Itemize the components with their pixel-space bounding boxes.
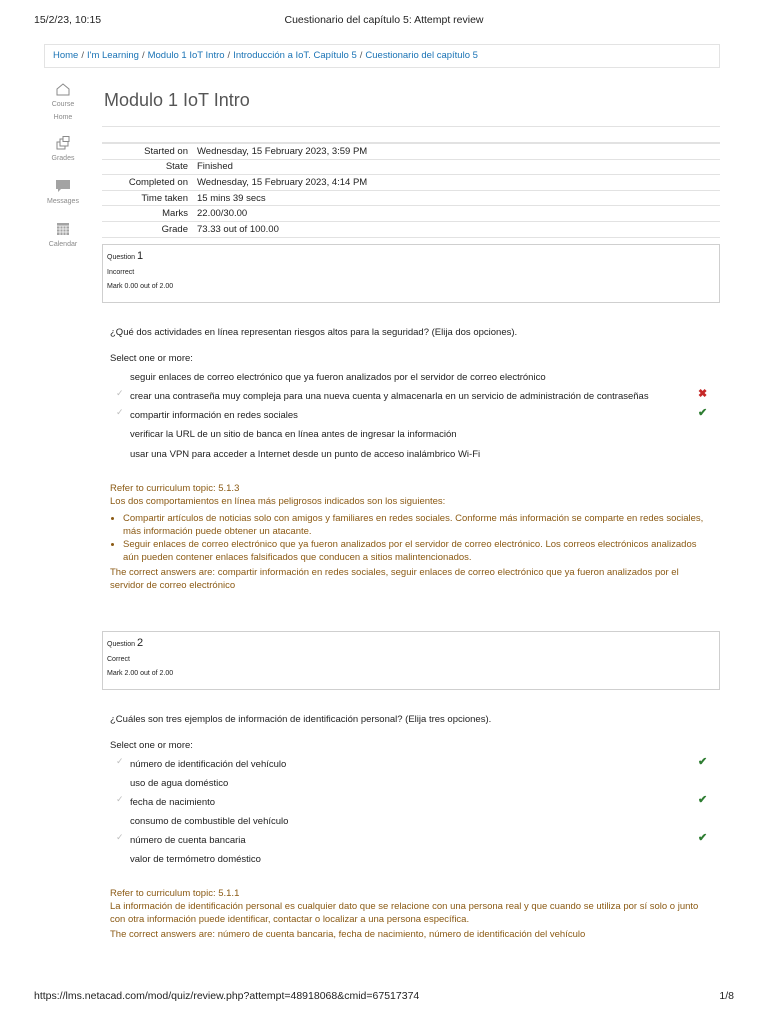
- check-icon: ✓: [116, 756, 124, 766]
- q1-option-4[interactable]: verificar la URL de un sitio de banca en línea antes de ingresar la información: [130, 429, 457, 440]
- grades-icon: [55, 136, 71, 150]
- question-mark: Mark 0.00 out of 2.00: [107, 283, 174, 290]
- sidebar-item-label: Course Home: [51, 101, 75, 121]
- question-2-text: ¿Cuáles son tres ejemplos de información de identificación personal? (Elija tres opciones).: [110, 714, 492, 725]
- q2-option-2[interactable]: uso de agua doméstico: [130, 778, 229, 789]
- feedback-bullet: • Seguir enlaces de correo electrónico que ya fueron analizados por el servidor de correo electrónico. Los correos electrónicos analizados aún pueden contener enlaces falsificados que conducen a sitios malintencionados.: [123, 538, 714, 564]
- breadcrumb-im-learning[interactable]: I'm Learning: [86, 50, 139, 61]
- feedback-topic: Refer to curriculum topic: 5.1.3: [110, 483, 240, 494]
- question-1-info: [102, 244, 720, 303]
- breadcrumb-quiz[interactable]: Cuestionario del capítulo 5: [365, 50, 478, 61]
- feedback-bullet: • Compartir artículos de noticias solo con amigos y familiares en redes sociales. Conforme más información se comparte en redes sociales, más información puede obtener un atacante.: [123, 512, 714, 538]
- sidebar-item-messages[interactable]: [44, 179, 82, 208]
- summary-row-marks: Marks 22.00/30.00: [102, 206, 720, 222]
- question-2-prompt: Select one or more:: [110, 740, 193, 751]
- question-2-info: [102, 631, 720, 690]
- correct-answer-text: The correct answers are: número de cuenta bancaria, fecha de nacimiento, número de identificación del vehículo: [110, 929, 586, 940]
- correct-icon: ✔: [698, 756, 708, 768]
- summary-row-time-taken: Time taken 15 mins 39 secs: [102, 190, 720, 206]
- q2-option-6[interactable]: valor de termómetro doméstico: [130, 854, 261, 865]
- breadcrumb: Home / I'm Learning / Modulo 1 IoT Intro / Introducción a IoT. Capítulo 5 / Cuestionario del capítulo 5: [44, 44, 720, 68]
- summary-row-state: State Finished: [102, 159, 720, 175]
- question-2-feedback: [110, 887, 714, 941]
- breadcrumb-chapter[interactable]: Introducción a IoT. Capítulo 5: [233, 50, 357, 61]
- question-number: Question 2: [107, 637, 144, 649]
- feedback-list: [110, 512, 714, 564]
- correct-answer-text: The correct answers are: compartir información en redes sociales, seguir enlaces de correo electrónico que ya fueron analizados por el servidor de correo electrónico: [110, 567, 679, 591]
- home-icon: [55, 82, 71, 96]
- check-icon: ✓: [116, 388, 124, 398]
- breadcrumb-course[interactable]: Modulo 1 IoT Intro: [147, 50, 225, 61]
- print-header: [34, 14, 734, 28]
- sidebar-item-calendar[interactable]: [44, 222, 82, 251]
- q1-option-1[interactable]: seguir enlaces de correo electrónico que ya fueron analizados por el servidor de correo electrónico: [130, 372, 546, 383]
- incorrect-icon: ✖: [698, 388, 708, 400]
- title-divider: [102, 126, 720, 127]
- main-content: [102, 86, 720, 238]
- page-title: Modulo 1 IoT Intro: [104, 90, 250, 110]
- feedback-topic: Refer to curriculum topic: 5.1.1: [110, 888, 240, 899]
- question-number: Question 1: [107, 250, 144, 262]
- summary-row-completed: Completed on Wednesday, 15 February 2023, 4:14 PM: [102, 175, 720, 191]
- question-state: Correct: [107, 656, 130, 663]
- question-1-prompt: Select one or more:: [110, 353, 193, 364]
- sidebar-item-course-home[interactable]: [44, 82, 82, 124]
- summary-row-grade: Grade 73.33 out of 100.00: [102, 221, 720, 237]
- check-icon: ✓: [116, 832, 124, 842]
- feedback-intro: Los dos comportamientos en línea más peligrosos indicados son los siguientes:: [110, 496, 446, 507]
- question-1-feedback: [110, 482, 714, 592]
- correct-icon: ✔: [698, 832, 708, 844]
- q2-option-3[interactable]: ✓ fecha de nacimiento ✔: [116, 794, 708, 808]
- q2-option-5[interactable]: ✓ número de cuenta bancaria ✔: [116, 832, 708, 846]
- q1-option-5[interactable]: usar una VPN para acceder a Internet desde un punto de acceso inalámbrico Wi-Fi: [130, 449, 481, 460]
- q1-option-3[interactable]: ✓ compartir información en redes sociales ✔: [116, 407, 708, 421]
- feedback-intro: La información de identificación personal es cualquier dato que se relacione con una persona real y que cuando se utiliza por sí solo o junto con otra información puede identificar, contactar o localizar a una persona específica.: [110, 901, 699, 925]
- attempt-summary-table: [102, 143, 720, 238]
- sidebar-nav: [44, 82, 82, 265]
- breadcrumb-home[interactable]: Home: [53, 50, 79, 61]
- sidebar-item-label: Calendar: [48, 241, 78, 248]
- summary-row-started: Started on Wednesday, 15 February 2023, 3:59 PM: [102, 144, 720, 160]
- question-1-text: ¿Qué dos actividades en línea representan riesgos altos para la seguridad? (Elija dos opciones).: [110, 327, 518, 338]
- q2-option-4[interactable]: consumo de combustible del vehículo: [130, 816, 289, 827]
- sidebar-item-label: Grades: [51, 155, 75, 162]
- print-page-number: 1/8: [719, 990, 734, 1002]
- print-title: Cuestionario del capítulo 5: Attempt review: [284, 14, 484, 26]
- sidebar-item-label: Messages: [47, 198, 79, 205]
- messages-icon: [55, 179, 71, 193]
- print-url: https://lms.netacad.com/mod/quiz/review.php?attempt=48918068&cmid=67517374: [34, 990, 420, 1002]
- check-icon: ✓: [116, 794, 124, 804]
- q2-option-1[interactable]: ✓ número de identificación del vehículo ✔: [116, 756, 708, 770]
- print-datetime: 15/2/23, 10:15: [34, 14, 102, 26]
- sidebar-item-grades[interactable]: [44, 136, 82, 165]
- check-icon: ✓: [116, 407, 124, 417]
- correct-icon: ✔: [698, 407, 708, 419]
- question-mark: Mark 2.00 out of 2.00: [107, 670, 174, 677]
- calendar-icon: [55, 222, 71, 236]
- q1-option-2[interactable]: ✓ crear una contraseña muy compleja para una nueva cuenta y almacenarla en un servicio de administración de contraseñas ✖: [116, 388, 708, 402]
- correct-icon: ✔: [698, 794, 708, 806]
- question-state: Incorrect: [107, 269, 135, 276]
